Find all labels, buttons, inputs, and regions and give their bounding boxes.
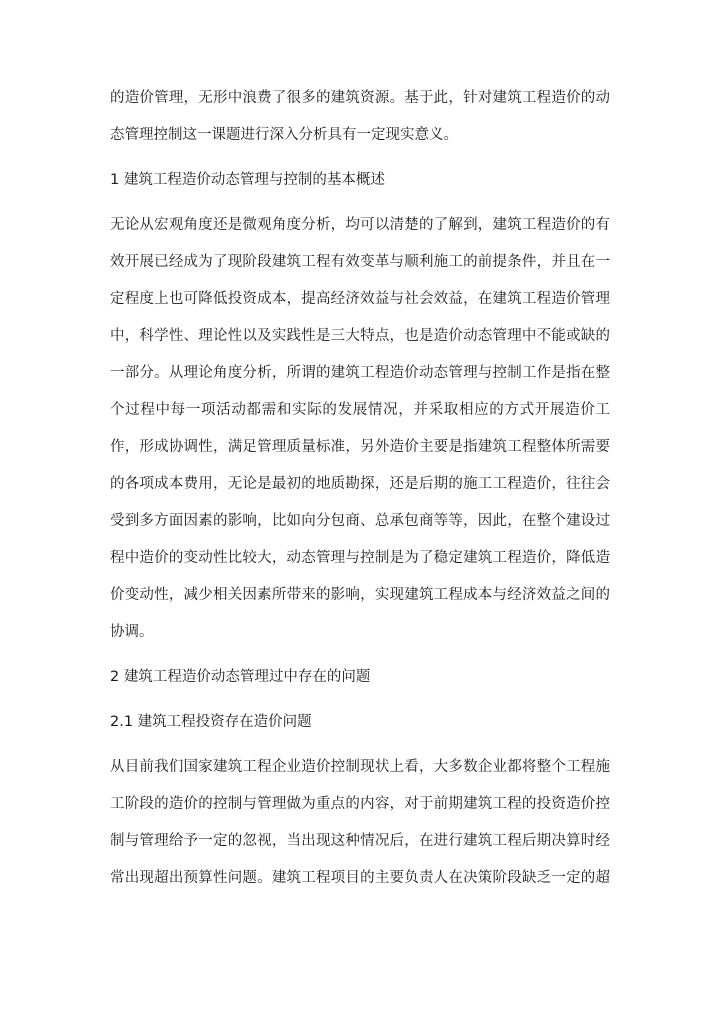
paragraph-line: 受到多方面因素的影响，比如向分包商、总承包商等等，因此，在整个建设过 <box>110 513 610 529</box>
paragraph-line: 协调。 <box>110 624 154 640</box>
paragraph-line: 定程度上也可降低投资成本，提高经济效益与社会效益，在建筑工程造价管理 <box>110 291 610 307</box>
paragraph-line: 从目前我们国家建筑工程企业造价控制现状上看，大多数企业都将整个工程施 <box>110 759 610 775</box>
paragraph-line: 作，形成协调性，满足管理质量标准，另外造价主要是指建筑工程整体所需要 <box>110 439 610 455</box>
paragraph-line: 制与管理给予一定的忽视，当出现这种情况后，在进行建筑工程后期决算时经 <box>110 833 610 849</box>
paragraph-line: 的造价管理，无形中浪费了很多的建筑资源。基于此，针对建筑工程造价的动 <box>110 90 610 106</box>
paragraph-line: 常出现超出预算性问题。建筑工程项目的主要负责人在决策阶段缺乏一定的超 <box>110 870 610 886</box>
section-heading: 2 建筑工程造价动态管理过中存在的问题 <box>110 669 371 685</box>
paragraph-line: 态管理控制这一课题进行深入分析具有一定现实意义。 <box>110 127 458 143</box>
paragraph-line: 无论从宏观角度还是微观角度分析，均可以清楚的了解到，建筑工程造价的有 <box>110 217 610 233</box>
paragraph-line: 一部分。从理论角度分析，所谓的建筑工程造价动态管理与控制工作是指在整 <box>110 365 610 381</box>
section-heading: 1 建筑工程造价动态管理与控制的基本概述 <box>110 172 385 188</box>
paragraph-line: 中，科学性、理论性以及实践性是三大特点，也是造价动态管理中不能或缺的 <box>110 328 610 344</box>
paragraph-line: 个过程中每一项活动都需和实际的发展情况，并采取相应的方式开展造价工 <box>110 402 610 418</box>
paragraph-line: 的各项成本费用，无论是最初的地质勘探，还是后期的施工工程造价，往往会 <box>110 476 610 492</box>
subsection-heading: 2.1 建筑工程投资存在造价问题 <box>110 714 312 730</box>
paragraph-line: 效开展已经成为了现阶段建筑工程有效变革与顺利施工的前提条件，并且在一 <box>110 254 610 270</box>
paragraph-line: 程中造价的变动性比较大，动态管理与控制是为了稳定建筑工程造价，降低造 <box>110 550 610 566</box>
paragraph-line: 价变动性，减少相关因素所带来的影响，实现建筑工程成本与经济效益之间的 <box>110 587 610 603</box>
paragraph-line: 工阶段的造价的控制与管理做为重点的内容，对于前期建筑工程的投资造价控 <box>110 796 610 812</box>
